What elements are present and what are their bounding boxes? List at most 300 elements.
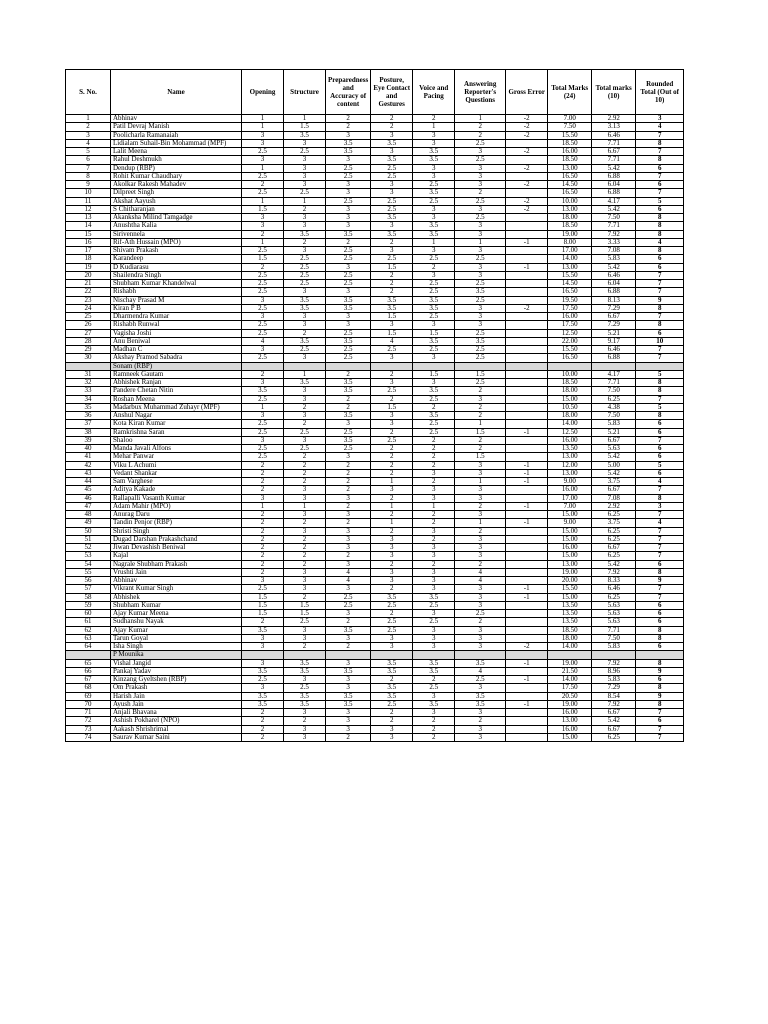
table-row bbox=[66, 709, 684, 717]
name-cell: Akshat Aayush bbox=[111, 197, 242, 205]
table-row bbox=[66, 329, 684, 337]
preparedness-cell: 3 bbox=[326, 511, 371, 519]
sno-cell: 55 bbox=[66, 568, 111, 576]
preparedness-cell: 2.5 bbox=[326, 354, 371, 362]
voice-cell: 3 bbox=[413, 131, 455, 139]
sno-cell: 60 bbox=[66, 610, 111, 618]
opening-cell: 3 bbox=[242, 379, 284, 387]
sno-cell: 15 bbox=[66, 230, 111, 238]
name-cell: Abhinav bbox=[111, 577, 242, 585]
opening-cell: 2.5 bbox=[242, 148, 284, 156]
posture-cell: 2 bbox=[371, 527, 413, 535]
posture-cell: 2.5 bbox=[371, 618, 413, 626]
structure-cell: 3 bbox=[284, 725, 326, 733]
total-10-cell: 6.46 bbox=[592, 585, 636, 593]
gross-error-cell bbox=[506, 552, 548, 560]
gross-error-header: Gross Error bbox=[506, 70, 548, 115]
preparedness-cell: 2 bbox=[326, 552, 371, 560]
gross-error-cell bbox=[506, 544, 548, 552]
total-10-cell: 7.92 bbox=[592, 659, 636, 667]
total-24-cell: 15.00 bbox=[548, 527, 592, 535]
sno-cell: 46 bbox=[66, 494, 111, 502]
opening-cell: 1 bbox=[242, 164, 284, 172]
voice-cell: 3 bbox=[413, 379, 455, 387]
voice-cell: 2 bbox=[413, 733, 455, 741]
total-10-cell: 5.63 bbox=[592, 601, 636, 609]
opening-cell: 1 bbox=[242, 197, 284, 205]
sno-cell: 23 bbox=[66, 296, 111, 304]
answering-cell: 3 bbox=[455, 461, 506, 469]
total-10-cell: 6.67 bbox=[592, 709, 636, 717]
name-cell: Isha Singh bbox=[111, 643, 242, 651]
gross-error-cell bbox=[506, 189, 548, 197]
table-row bbox=[66, 420, 684, 428]
structure-cell: 3 bbox=[284, 527, 326, 535]
posture-cell: 2 bbox=[371, 610, 413, 618]
name-cell: Anu Beniwal bbox=[111, 337, 242, 345]
opening-cell: 2 bbox=[242, 560, 284, 568]
posture-cell: 1 bbox=[371, 502, 413, 510]
name-cell: Ayush Jain bbox=[111, 700, 242, 708]
voice-cell: 2 bbox=[413, 461, 455, 469]
gross-error-cell bbox=[506, 354, 548, 362]
posture-cell: 3 bbox=[371, 544, 413, 552]
structure-cell: 2.5 bbox=[284, 684, 326, 692]
name-cell: Kajal bbox=[111, 552, 242, 560]
voice-cell: 3.5 bbox=[413, 387, 455, 395]
total-10-cell: 5.63 bbox=[592, 445, 636, 453]
structure-cell: 3 bbox=[284, 436, 326, 444]
preparedness-cell: 2 bbox=[326, 461, 371, 469]
total-10-cell: 6.25 bbox=[592, 395, 636, 403]
answering-cell: 3 bbox=[455, 634, 506, 642]
voice-cell: 3 bbox=[413, 172, 455, 180]
name-cell: Shailendra Singh bbox=[111, 271, 242, 279]
sno-cell: 2 bbox=[66, 123, 111, 131]
total-24-cell: 7.50 bbox=[548, 123, 592, 131]
name-cell: Dilpreet Singh bbox=[111, 189, 242, 197]
structure-cell: 3.5 bbox=[284, 659, 326, 667]
posture-cell: 2.5 bbox=[371, 387, 413, 395]
structure-cell: 2.5 bbox=[284, 189, 326, 197]
total-24-cell: 12.00 bbox=[548, 461, 592, 469]
total-24-cell: 18.00 bbox=[548, 634, 592, 642]
total-10-cell: 6.67 bbox=[592, 313, 636, 321]
name-cell: Roshan Meena bbox=[111, 395, 242, 403]
answering-cell: 3 bbox=[455, 709, 506, 717]
total-24-cell: 15.50 bbox=[548, 131, 592, 139]
table-row bbox=[66, 725, 684, 733]
opening-cell: 3.5 bbox=[242, 700, 284, 708]
gross-error-cell bbox=[506, 395, 548, 403]
total-24-cell: 14.50 bbox=[548, 280, 592, 288]
total-10-cell: 7.50 bbox=[592, 412, 636, 420]
posture-cell: 3.5 bbox=[371, 304, 413, 312]
name-cell: Tarun Goyal bbox=[111, 634, 242, 642]
answering-cell: 1 bbox=[455, 519, 506, 527]
table-row bbox=[66, 684, 684, 692]
total-10-cell: 6.88 bbox=[592, 189, 636, 197]
rounded-total-cell: 6 bbox=[636, 643, 684, 651]
structure-cell: 3 bbox=[284, 288, 326, 296]
sno-cell: 29 bbox=[66, 346, 111, 354]
rounded-total-cell: 7 bbox=[636, 288, 684, 296]
voice-cell: 2 bbox=[413, 478, 455, 486]
opening-cell: 2.5 bbox=[242, 354, 284, 362]
total-24-cell: 19.00 bbox=[548, 659, 592, 667]
preparedness-cell: 3.5 bbox=[326, 379, 371, 387]
table-row bbox=[66, 577, 684, 585]
posture-cell: 2.5 bbox=[371, 626, 413, 634]
posture-cell: 2 bbox=[371, 428, 413, 436]
total-10-cell: 5.42 bbox=[592, 453, 636, 461]
rounded-total-cell: 5 bbox=[636, 403, 684, 411]
preparedness-cell: 3 bbox=[326, 263, 371, 271]
total-10-cell: 7.50 bbox=[592, 634, 636, 642]
name-cell: Sam Varghese bbox=[111, 478, 242, 486]
gross-error-cell: -2 bbox=[506, 197, 548, 205]
preparedness-cell: 3 bbox=[326, 527, 371, 535]
gross-error-cell bbox=[506, 313, 548, 321]
voice-cell: 3 bbox=[413, 634, 455, 642]
structure-cell: 3 bbox=[284, 709, 326, 717]
table-row bbox=[66, 156, 684, 164]
opening-cell: 2.5 bbox=[242, 329, 284, 337]
preparedness-cell: 3.5 bbox=[326, 296, 371, 304]
gross-error-cell bbox=[506, 403, 548, 411]
preparedness-cell: 2 bbox=[326, 478, 371, 486]
posture-cell: 2.5 bbox=[371, 172, 413, 180]
posture-cell: 2.5 bbox=[371, 700, 413, 708]
sno-cell: 59 bbox=[66, 601, 111, 609]
sno-cell: 67 bbox=[66, 676, 111, 684]
rounded-total-cell: 8 bbox=[636, 659, 684, 667]
voice-cell: 3 bbox=[413, 205, 455, 213]
opening-cell: 1.5 bbox=[242, 205, 284, 213]
answering-cell: 2.5 bbox=[455, 156, 506, 164]
total-10-cell: 6.25 bbox=[592, 535, 636, 543]
total-10-cell: 6.04 bbox=[592, 280, 636, 288]
total-10-cell: 6.88 bbox=[592, 288, 636, 296]
answering-cell: 3 bbox=[455, 593, 506, 601]
preparedness-cell: 2.5 bbox=[326, 164, 371, 172]
gross-error-cell: -1 bbox=[506, 478, 548, 486]
total-10-cell: 7.29 bbox=[592, 304, 636, 312]
opening-cell: 2 bbox=[242, 544, 284, 552]
table-row bbox=[66, 412, 684, 420]
voice-cell: 3.5 bbox=[413, 296, 455, 304]
rounded-total-cell: 8 bbox=[636, 684, 684, 692]
structure-cell: 2 bbox=[284, 519, 326, 527]
total-10-cell: 6.25 bbox=[592, 593, 636, 601]
preparedness-cell: 3 bbox=[326, 156, 371, 164]
gross-error-cell bbox=[506, 568, 548, 576]
name-cell: Shubham Kumar bbox=[111, 601, 242, 609]
total-10-cell: 8.33 bbox=[592, 577, 636, 585]
voice-cell: 2.5 bbox=[413, 420, 455, 428]
group-empty-cell bbox=[371, 651, 413, 659]
preparedness-cell: 3.5 bbox=[326, 667, 371, 675]
total-24-cell: 18.50 bbox=[548, 139, 592, 147]
table-row bbox=[66, 445, 684, 453]
total-10-cell: 7.92 bbox=[592, 700, 636, 708]
answering-header: Answering Reporter's Questions bbox=[455, 70, 506, 115]
name-cell: Anurag Daru bbox=[111, 511, 242, 519]
rounded-total-cell: 7 bbox=[636, 395, 684, 403]
sno-cell: 24 bbox=[66, 304, 111, 312]
structure-cell: 2 bbox=[284, 469, 326, 477]
opening-cell: 2 bbox=[242, 535, 284, 543]
rounded-total-cell: 4 bbox=[636, 478, 684, 486]
preparedness-cell: 3 bbox=[326, 420, 371, 428]
posture-cell: 2.5 bbox=[371, 436, 413, 444]
total-24-cell: 18.00 bbox=[548, 412, 592, 420]
name-cell: Pankaj Yadav bbox=[111, 667, 242, 675]
table-row bbox=[66, 271, 684, 279]
sno-cell: 45 bbox=[66, 486, 111, 494]
answering-cell: 1 bbox=[455, 420, 506, 428]
group-empty-cell bbox=[592, 362, 636, 370]
opening-cell: 1 bbox=[242, 123, 284, 131]
table-row bbox=[66, 659, 684, 667]
structure-cell: 3 bbox=[284, 585, 326, 593]
rounded-total-cell: 8 bbox=[636, 214, 684, 222]
table-row bbox=[66, 395, 684, 403]
preparedness-cell: 3 bbox=[326, 544, 371, 552]
table-row bbox=[66, 148, 684, 156]
name-cell: Adam Mahir (MPO) bbox=[111, 502, 242, 510]
preparedness-cell: 2.5 bbox=[326, 271, 371, 279]
answering-cell: 3.5 bbox=[455, 288, 506, 296]
answering-cell: 2.5 bbox=[455, 329, 506, 337]
sno-cell: 62 bbox=[66, 626, 111, 634]
table-row bbox=[66, 428, 684, 436]
preparedness-cell: 2.5 bbox=[326, 593, 371, 601]
rounded-total-cell: 8 bbox=[636, 412, 684, 420]
opening-cell: 2 bbox=[242, 733, 284, 741]
preparedness-cell: 3 bbox=[326, 709, 371, 717]
table-row bbox=[66, 478, 684, 486]
opening-cell: 2 bbox=[242, 263, 284, 271]
total-24-cell: 13.00 bbox=[548, 164, 592, 172]
opening-cell: 3 bbox=[242, 139, 284, 147]
answering-cell: 3 bbox=[455, 544, 506, 552]
answering-cell: 3.5 bbox=[455, 700, 506, 708]
posture-cell: 2 bbox=[371, 280, 413, 288]
voice-cell: 3 bbox=[413, 692, 455, 700]
total-24-cell: 16.00 bbox=[548, 148, 592, 156]
rounded-total-cell: 9 bbox=[636, 667, 684, 675]
total-10-cell: 5.21 bbox=[592, 428, 636, 436]
rounded-total-cell: 8 bbox=[636, 156, 684, 164]
answering-cell: 3 bbox=[455, 313, 506, 321]
table-row bbox=[66, 618, 684, 626]
group-empty-cell bbox=[592, 651, 636, 659]
posture-cell: 2 bbox=[371, 370, 413, 378]
table-row bbox=[66, 676, 684, 684]
gross-error-cell bbox=[506, 634, 548, 642]
voice-cell: 3 bbox=[413, 568, 455, 576]
posture-cell: 2 bbox=[371, 585, 413, 593]
preparedness-cell: 3 bbox=[326, 684, 371, 692]
table-row bbox=[66, 436, 684, 444]
answering-cell: 1.5 bbox=[455, 453, 506, 461]
sno-cell: 10 bbox=[66, 189, 111, 197]
total-24-cell: 17.00 bbox=[548, 494, 592, 502]
gross-error-cell: -2 bbox=[506, 181, 548, 189]
total-10-cell: 6.46 bbox=[592, 271, 636, 279]
gross-error-cell: -2 bbox=[506, 164, 548, 172]
preparedness-cell: 3 bbox=[326, 610, 371, 618]
rounded-total-cell: 8 bbox=[636, 634, 684, 642]
name-cell: Manda Javali Alfons bbox=[111, 445, 242, 453]
name-cell: Rohit Kumar Chaudhary bbox=[111, 172, 242, 180]
name-cell: Anjali Bhavana bbox=[111, 709, 242, 717]
posture-cell: 2 bbox=[371, 288, 413, 296]
total-10-cell: 6.46 bbox=[592, 131, 636, 139]
structure-cell: 2 bbox=[284, 535, 326, 543]
answering-cell: 3 bbox=[455, 172, 506, 180]
posture-cell: 2.5 bbox=[371, 197, 413, 205]
header-row bbox=[66, 70, 684, 115]
table-row bbox=[66, 247, 684, 255]
total-24-cell: 17.50 bbox=[548, 321, 592, 329]
voice-cell: 3 bbox=[413, 610, 455, 618]
total-24-cell: 15.00 bbox=[548, 535, 592, 543]
structure-cell: 2.5 bbox=[284, 255, 326, 263]
opening-cell: 2 bbox=[242, 461, 284, 469]
name-cell: Sudhanshu Nayak bbox=[111, 618, 242, 626]
total-24-cell: 9.00 bbox=[548, 519, 592, 527]
name-cell: Nischay Prasad M bbox=[111, 296, 242, 304]
preparedness-cell: 3 bbox=[326, 205, 371, 213]
opening-cell: 1.5 bbox=[242, 601, 284, 609]
opening-cell: 2.5 bbox=[242, 676, 284, 684]
total-10-cell: 7.71 bbox=[592, 156, 636, 164]
rounded-total-cell: 4 bbox=[636, 519, 684, 527]
structure-cell: 2 bbox=[284, 329, 326, 337]
answering-cell: 3 bbox=[455, 511, 506, 519]
group-empty-cell bbox=[413, 362, 455, 370]
opening-cell: 2 bbox=[242, 527, 284, 535]
name-cell: Abhinav bbox=[111, 115, 242, 123]
sno-cell: 21 bbox=[66, 280, 111, 288]
posture-cell: 2 bbox=[371, 238, 413, 246]
sno-cell: 74 bbox=[66, 733, 111, 741]
opening-cell: 2.5 bbox=[242, 420, 284, 428]
total-24-cell: 17.50 bbox=[548, 684, 592, 692]
gross-error-cell bbox=[506, 527, 548, 535]
voice-cell: 2.5 bbox=[413, 346, 455, 354]
structure-cell: 3 bbox=[284, 313, 326, 321]
answering-cell: 1 bbox=[455, 238, 506, 246]
name-cell: Rishabh bbox=[111, 288, 242, 296]
rounded-total-cell: 7 bbox=[636, 436, 684, 444]
posture-cell: 3.5 bbox=[371, 692, 413, 700]
total-24-cell: 15.00 bbox=[548, 511, 592, 519]
preparedness-cell: 2.5 bbox=[326, 428, 371, 436]
sno-cell: 52 bbox=[66, 544, 111, 552]
group-empty-cell bbox=[326, 651, 371, 659]
table-row bbox=[66, 733, 684, 741]
structure-cell: 3.5 bbox=[284, 379, 326, 387]
table-row bbox=[66, 700, 684, 708]
structure-cell: 2.5 bbox=[284, 271, 326, 279]
total-10-cell: 5.42 bbox=[592, 263, 636, 271]
posture-cell: 3 bbox=[371, 379, 413, 387]
name-cell: Kiran P B bbox=[111, 304, 242, 312]
opening-cell: 2 bbox=[242, 486, 284, 494]
structure-cell: 3 bbox=[284, 321, 326, 329]
rounded-total-cell: 7 bbox=[636, 189, 684, 197]
rounded-total-cell: 7 bbox=[636, 354, 684, 362]
opening-cell: 2.5 bbox=[242, 445, 284, 453]
voice-cell: 2 bbox=[413, 717, 455, 725]
preparedness-cell: 2.5 bbox=[326, 280, 371, 288]
preparedness-cell: 3.5 bbox=[326, 626, 371, 634]
gross-error-cell: -1 bbox=[506, 593, 548, 601]
table-row bbox=[66, 717, 684, 725]
total-10-cell: 4.38 bbox=[592, 403, 636, 411]
voice-cell: 2.5 bbox=[413, 313, 455, 321]
name-cell: Ajay Kumar Meena bbox=[111, 610, 242, 618]
table-body bbox=[66, 115, 684, 742]
gross-error-cell bbox=[506, 337, 548, 345]
preparedness-cell: 2 bbox=[326, 403, 371, 411]
posture-cell: 1.5 bbox=[371, 313, 413, 321]
rounded-total-cell: 3 bbox=[636, 115, 684, 123]
total-10-cell: 5.83 bbox=[592, 420, 636, 428]
voice-cell: 2 bbox=[413, 676, 455, 684]
name-cell: Lidialam Suhail-Bin Mohammad (MPF) bbox=[111, 139, 242, 147]
total-10-cell: 7.71 bbox=[592, 626, 636, 634]
voice-cell: 2.5 bbox=[413, 280, 455, 288]
voice-cell: 3.5 bbox=[413, 222, 455, 230]
posture-cell: 3 bbox=[371, 634, 413, 642]
answering-cell: 1.5 bbox=[455, 370, 506, 378]
sno-cell: 33 bbox=[66, 387, 111, 395]
voice-cell: 2 bbox=[413, 263, 455, 271]
total-24-cell: 18.50 bbox=[548, 222, 592, 230]
sno-cell: 8 bbox=[66, 172, 111, 180]
rounded-total-cell: 8 bbox=[636, 247, 684, 255]
opening-cell: 3 bbox=[242, 214, 284, 222]
voice-cell: 3.5 bbox=[413, 189, 455, 197]
name-cell: Madhan C bbox=[111, 346, 242, 354]
preparedness-cell: 4 bbox=[326, 577, 371, 585]
table-row bbox=[66, 255, 684, 263]
rounded-total-header: Rounded Total (Out of 10) bbox=[636, 70, 684, 115]
rounded-total-cell: 5 bbox=[636, 370, 684, 378]
posture-cell: 3 bbox=[371, 181, 413, 189]
structure-cell: 1.5 bbox=[284, 610, 326, 618]
total-24-cell: 19.00 bbox=[548, 230, 592, 238]
total-24-cell: 16.00 bbox=[548, 709, 592, 717]
sno-cell: 71 bbox=[66, 709, 111, 717]
gross-error-cell: -1 bbox=[506, 519, 548, 527]
opening-header: Opening bbox=[242, 70, 284, 115]
gross-error-cell bbox=[506, 156, 548, 164]
total-10-cell: 4.17 bbox=[592, 197, 636, 205]
structure-cell: 2.5 bbox=[284, 148, 326, 156]
gross-error-cell bbox=[506, 412, 548, 420]
gross-error-cell bbox=[506, 436, 548, 444]
opening-cell: 1.5 bbox=[242, 610, 284, 618]
posture-cell: 3.5 bbox=[371, 156, 413, 164]
gross-error-cell bbox=[506, 321, 548, 329]
voice-cell: 2.5 bbox=[413, 618, 455, 626]
sno-cell: 6 bbox=[66, 156, 111, 164]
